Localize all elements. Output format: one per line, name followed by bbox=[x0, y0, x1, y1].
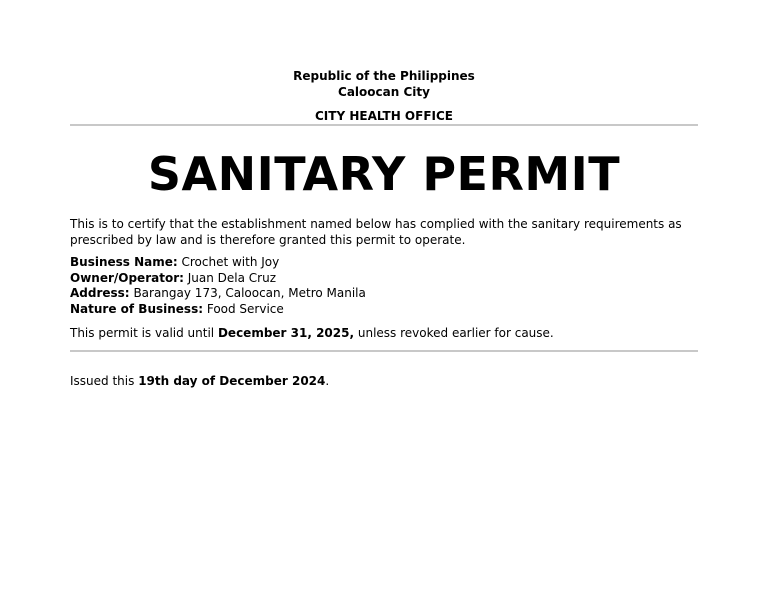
header-divider bbox=[70, 124, 698, 126]
permit-title: SANITARY PERMIT bbox=[147, 147, 621, 201]
nature-row bbox=[70, 302, 698, 318]
owner-label: Owner/Operator: bbox=[70, 270, 184, 285]
issued-statement bbox=[70, 373, 698, 389]
business-name-row bbox=[70, 255, 698, 271]
owner-value: Juan Dela Cruz bbox=[187, 270, 277, 285]
nature-label: Nature of Business: bbox=[70, 301, 204, 316]
owner-row bbox=[70, 271, 698, 287]
office-line: CITY HEALTH OFFICE bbox=[315, 109, 453, 123]
issued-date: 19th day of December 2024 bbox=[138, 374, 326, 388]
business-name-value: Crochet with Joy bbox=[181, 255, 280, 269]
issued-suffix: . bbox=[325, 374, 330, 388]
validity-statement bbox=[70, 325, 698, 341]
address-row bbox=[70, 286, 698, 302]
validity-prefix: This permit is valid until bbox=[70, 326, 218, 340]
certification-text: This is to certify that the establishment named below has complied with the sanitary requirements as prescribed by law and is therefore granted this permit to operate. bbox=[70, 217, 682, 247]
nature-value: Food Service bbox=[206, 301, 284, 316]
footer-divider bbox=[70, 350, 698, 352]
city-line: Caloocan City bbox=[338, 85, 430, 99]
business-name-label: Business Name: bbox=[70, 255, 178, 269]
republic-line: Republic of the Philippines bbox=[293, 69, 475, 83]
issued-prefix: Issued this bbox=[70, 374, 139, 388]
establishment-details bbox=[70, 255, 698, 317]
validity-suffix: unless revoked earlier for cause. bbox=[354, 326, 554, 340]
address-value: Barangay 173, Caloocan, Metro Manila bbox=[133, 286, 366, 301]
validity-date: December 31, 2025, bbox=[217, 326, 355, 340]
address-label: Address: bbox=[70, 286, 130, 301]
